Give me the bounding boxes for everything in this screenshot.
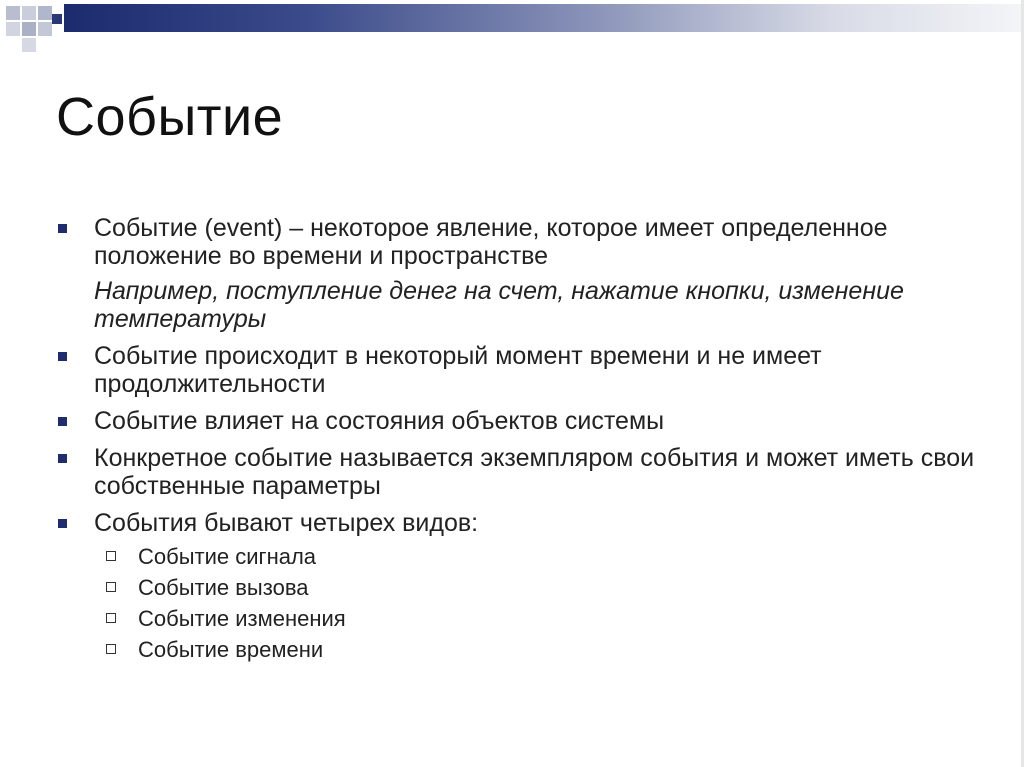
bullet-item	[56, 444, 976, 500]
sub-bullet-list	[56, 544, 976, 663]
bullet-text: Событие (event) – некоторое явление, которое имеет определенное положение во времени и пространстве	[94, 214, 888, 270]
square-bullet-icon	[58, 454, 67, 463]
hollow-square-bullet-icon	[106, 613, 116, 623]
decor-square	[52, 14, 62, 24]
bullet-list	[56, 214, 976, 668]
sub-bullet-item	[56, 544, 976, 570]
decor-square	[22, 6, 36, 20]
bullet-text: Событие влияет на состояния объектов системы	[94, 407, 665, 435]
decor-square	[22, 22, 36, 36]
square-bullet-icon	[58, 417, 67, 426]
sub-bullet-text: Событие вызова	[138, 575, 309, 600]
bullet-item	[56, 342, 976, 398]
bullet-item	[56, 407, 976, 435]
square-bullet-icon	[58, 352, 67, 361]
sub-bullet-item	[56, 637, 976, 663]
example-note: Например, поступление денег на счет, нажатие кнопки, изменение температуры	[94, 277, 904, 333]
hollow-square-bullet-icon	[106, 644, 116, 654]
bullet-item	[56, 214, 976, 270]
sub-bullet-text: Событие времени	[138, 637, 324, 662]
sub-bullet-item	[56, 575, 976, 601]
decor-square	[6, 6, 20, 20]
bullet-text: Событие происходит в некоторый момент времени и не имеет продолжительности	[94, 342, 822, 398]
decor-square	[38, 22, 52, 36]
decor-square	[38, 6, 52, 20]
bullet-text: События бывают четырех видов:	[94, 509, 479, 537]
bullet-text: Конкретное событие называется экземпляром события и может иметь свои собственные параметры	[94, 444, 975, 500]
decor-square	[22, 38, 36, 52]
hollow-square-bullet-icon	[106, 582, 116, 592]
slide-title: Событие	[56, 87, 284, 147]
square-bullet-icon	[58, 224, 67, 233]
square-bullet-icon	[58, 519, 67, 528]
header-band	[64, 4, 1024, 32]
sub-bullet-item	[56, 606, 976, 632]
sub-bullet-text: Событие изменения	[138, 606, 346, 631]
decor-square	[6, 22, 20, 36]
sub-bullet-text: Событие сигнала	[138, 544, 317, 569]
hollow-square-bullet-icon	[106, 551, 116, 561]
bullet-item	[56, 509, 976, 537]
